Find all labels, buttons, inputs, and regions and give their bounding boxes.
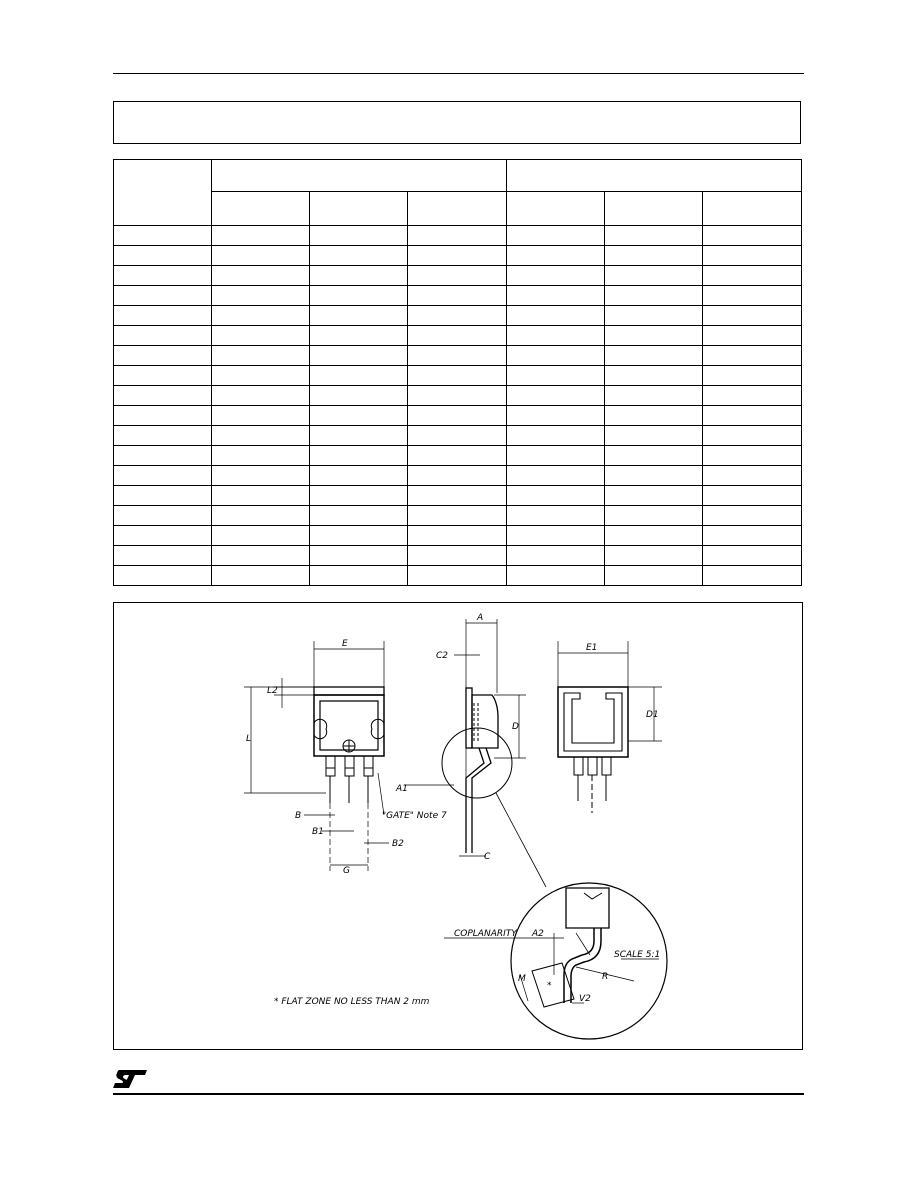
table-cell [702,526,801,546]
table-cell [604,386,702,406]
table-cell [310,506,408,526]
table-cell [212,266,310,286]
header-max-cell [702,192,801,226]
table-row [114,426,802,446]
table-row [114,366,802,386]
table-row [114,246,802,266]
table-cell [212,466,310,486]
label-c2: C2 [436,651,449,661]
table-cell [702,326,801,346]
label-gate-note: "GATE" Note 7 [382,811,447,821]
table-cell [408,346,506,366]
table-header-row [114,160,802,192]
table-row [114,226,802,246]
table-cell [212,306,310,326]
table-cell [310,486,408,506]
label-c: C [484,852,491,862]
dimensions-table [113,159,802,586]
header-max-cell [408,192,506,226]
table-cell [506,466,604,486]
table-cell [114,486,212,506]
table-cell [212,246,310,266]
table-cell [604,526,702,546]
label-scale: SCALE 5:1 [614,950,661,960]
table-cell [212,506,310,526]
back-view [558,641,662,813]
header-min-cell [212,192,310,226]
drawing-labels [246,613,660,1007]
table-cell [604,566,702,586]
table-cell [702,546,801,566]
table-cell [114,246,212,266]
table-cell [702,386,801,406]
table-cell [702,246,801,266]
label-m: M [518,974,526,984]
table-cell [212,426,310,446]
table-cell [114,426,212,446]
table-cell [310,466,408,486]
table-cell [114,226,212,246]
table-cell [310,346,408,366]
table-cell [702,286,801,306]
table-cell [310,566,408,586]
header-inch-cell [506,160,801,192]
label-coplanarity: COPLANARITY [454,929,517,939]
table-cell [114,326,212,346]
table-cell [702,566,801,586]
label-a2: A2 [532,929,544,939]
table-cell [408,406,506,426]
table-cell [604,446,702,466]
table-cell [114,446,212,466]
table-cell [114,286,212,306]
header-min-cell [506,192,604,226]
table-cell [604,426,702,446]
st-logo-icon [113,1068,149,1090]
table-cell [506,246,604,266]
table-cell [114,406,212,426]
table-cell [408,526,506,546]
table-cell [408,326,506,346]
table-cell [506,266,604,286]
table-row [114,386,802,406]
table-cell [506,406,604,426]
table-cell [702,506,801,526]
table-cell [212,326,310,346]
table-cell [702,486,801,506]
table-cell [506,386,604,406]
detail-view [444,883,667,1039]
table-cell [506,566,604,586]
table-cell [310,526,408,546]
table-cell [604,306,702,326]
label-e1: E1 [586,643,598,653]
table-cell [310,446,408,466]
header-typ-cell [310,192,408,226]
table-cell [114,266,212,286]
table-cell [212,486,310,506]
label-d1: D1 [646,710,659,720]
table-cell [604,266,702,286]
table-cell [114,466,212,486]
table-row [114,566,802,586]
label-l: L [246,734,252,744]
table-cell [506,326,604,346]
table-cell [310,306,408,326]
table-row [114,346,802,366]
table-row [114,506,802,526]
label-footnote: * FLAT ZONE NO LESS THAN 2 mm [274,997,430,1007]
table-subheader-row [114,192,802,226]
table-cell [506,346,604,366]
table-row [114,286,802,306]
table-cell [506,526,604,546]
table-cell [506,486,604,506]
package-drawing-svg [114,603,804,1051]
table-cell [408,266,506,286]
table-cell [604,286,702,306]
table-cell [604,326,702,346]
label-d: D [512,722,519,732]
table-cell [506,506,604,526]
table-cell [506,446,604,466]
table-row [114,306,802,326]
table-cell [702,366,801,386]
table-cell [408,446,506,466]
label-a1: A1 [396,784,408,794]
header-mm-cell [212,160,506,192]
table-cell [506,286,604,306]
table-cell [212,546,310,566]
table-title-box [113,101,801,144]
table-cell [702,446,801,466]
label-b2: B2 [392,839,404,849]
table-cell [506,226,604,246]
table-cell [212,346,310,366]
table-cell [212,366,310,386]
table-cell [604,486,702,506]
table-cell [310,246,408,266]
table-cell [310,286,408,306]
label-b: B [295,811,302,821]
table-cell [212,526,310,546]
table-cell [408,306,506,326]
table-cell [408,386,506,406]
table-cell [408,506,506,526]
table-cell [114,566,212,586]
table-cell [408,246,506,266]
table-cell [702,306,801,326]
table-row [114,466,802,486]
table-cell [212,446,310,466]
footer-rule [113,1093,804,1095]
table-cell [604,546,702,566]
table-cell [408,426,506,446]
table-cell [212,406,310,426]
label-b1: B1 [312,827,324,837]
table-cell [310,546,408,566]
side-view [404,619,546,887]
table-cell [408,366,506,386]
table-cell [310,366,408,386]
label-e: E [342,639,348,649]
package-drawing [113,602,803,1050]
table-cell [408,566,506,586]
header-dim-cell [114,160,212,226]
label-star: * [547,981,552,991]
table-cell [604,406,702,426]
table-cell [114,306,212,326]
table-cell [702,346,801,366]
table-cell [114,346,212,366]
table-cell [702,266,801,286]
table-cell [310,266,408,286]
table-cell [114,386,212,406]
table-cell [212,286,310,306]
table-cell [408,466,506,486]
table-cell [212,226,310,246]
table-cell [604,346,702,366]
table-row [114,546,802,566]
table-row [114,326,802,346]
table-cell [604,226,702,246]
header-typ-cell [604,192,702,226]
table-cell [702,226,801,246]
table-cell [408,286,506,306]
label-r: R [602,972,609,982]
table-cell [604,466,702,486]
table-cell [702,426,801,446]
table-cell [114,366,212,386]
table-row [114,526,802,546]
table-cell [310,226,408,246]
table-row [114,446,802,466]
header-rule [113,73,804,74]
table-cell [604,246,702,266]
table-cell [408,226,506,246]
table-cell [212,386,310,406]
table-row [114,406,802,426]
table-cell [408,546,506,566]
table-cell [212,566,310,586]
table-cell [702,406,801,426]
table-cell [604,366,702,386]
table-cell [506,366,604,386]
label-a: A [477,613,484,623]
table-cell [604,506,702,526]
table-row [114,486,802,506]
table-row [114,266,802,286]
table-cell [310,386,408,406]
table-cell [506,306,604,326]
table-cell [310,426,408,446]
table-cell [114,526,212,546]
label-g: G [343,866,350,876]
table-cell [702,466,801,486]
label-l2: L2 [267,686,278,696]
table-cell [310,406,408,426]
table-cell [310,326,408,346]
table-cell [506,426,604,446]
table-cell [114,506,212,526]
table-cell [506,546,604,566]
table-cell [408,486,506,506]
label-v2: V2 [579,994,591,1004]
table-cell [114,546,212,566]
